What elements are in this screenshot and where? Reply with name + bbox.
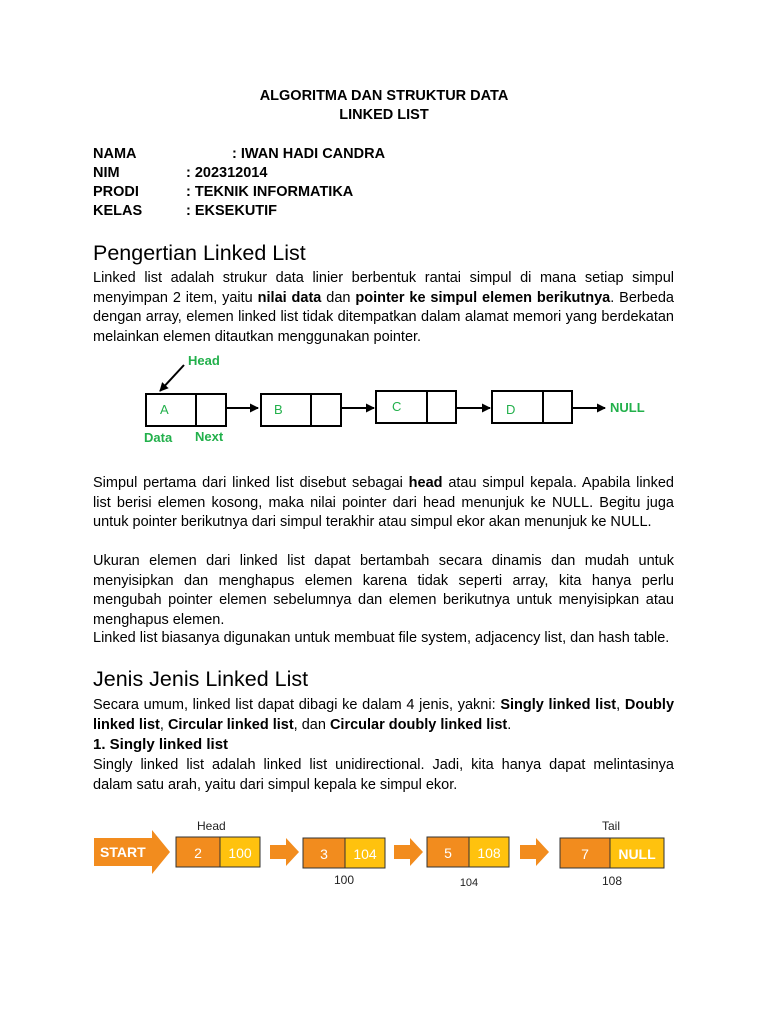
document-subtitle: LINKED LIST [339, 107, 429, 123]
document-title: ALGORITMA DAN STRUKTUR DATA [259, 88, 509, 104]
link-arrow [394, 838, 423, 866]
text-run: Simpul pertama dari linked list disebut sebagai [93, 475, 409, 491]
node-3-address: 104 [459, 877, 479, 889]
node-4-address: 108 [601, 874, 623, 888]
paragraph-usage: Linked list biasanya digunakan untuk membuat file system, adjacency list, dan hash table. [93, 630, 670, 646]
node-b-label: B [274, 402, 283, 417]
tail-label: Tail [602, 819, 621, 833]
node-d-box [492, 391, 572, 423]
node-1-next: 100 [228, 845, 252, 861]
node-2-address: 100 [333, 873, 355, 887]
link-arrow [520, 838, 549, 866]
bold-run: nilai data [257, 289, 322, 306]
null-label: NULL [610, 400, 645, 415]
meta-label: NIM [93, 165, 120, 181]
start-label: START [100, 844, 146, 860]
bold-run: Singly linked list [500, 697, 617, 713]
node-1-value: 2 [194, 845, 202, 861]
node-3-next: 108 [477, 845, 501, 861]
bold-run: Circular doubly linked list [329, 716, 508, 733]
text-run: Linked list adalah strukur data linier berbentuk rantai simpul di mana setiap simpul menyimpan 2 item, yaitu [93, 270, 674, 306]
text-run: . [507, 716, 512, 733]
node-2-next: 104 [353, 846, 377, 862]
link-arrow [270, 838, 299, 866]
node-4-next: NULL [618, 846, 656, 862]
text-run: . Berbeda dengan array, elemen linked list tidak ditempatkan dalam alamat memori yang berdekatan melainkan elemen ditautkan menggunakan pointer. [93, 289, 674, 345]
meta-value: : 202312014 [186, 165, 268, 181]
paragraph-singly: Singly linked list adalah linked list unidirectional. Jadi, kita hanya dapat melintasinya dalam satu arah, yaitu dari simpul kepala ke simpul ekor. [93, 757, 674, 793]
data-label: Data [144, 430, 173, 445]
meta-label: NAMA [93, 146, 137, 162]
meta-label: KELAS [93, 203, 143, 219]
meta-value: : EKSEKUTIF [186, 203, 278, 219]
meta-value: : TEKNIK INFORMATIKA [186, 184, 354, 200]
section-heading-pengertian: Pengertian Linked List [93, 241, 306, 265]
node-d-label: D [506, 402, 516, 417]
singly-linked-list-diagram [92, 812, 672, 896]
node-b-box [261, 394, 341, 426]
bold-run: head [408, 475, 443, 491]
bold-run: Doubly linked list [93, 697, 675, 733]
linked-list-diagram [140, 350, 660, 450]
node-a-box [146, 394, 226, 426]
node-4-value: 7 [581, 846, 589, 862]
bold-run: pointer ke simpul elemen berikutnya [355, 289, 611, 306]
head-label: Head [188, 353, 220, 368]
head-label: Head [197, 819, 226, 833]
text-run: dan [321, 289, 356, 306]
section-heading-jenis: Jenis Jenis Linked List [93, 667, 309, 691]
paragraph-types [93, 696, 674, 735]
node-a-label: A [160, 402, 169, 417]
node-c-box [376, 391, 456, 423]
node-3-value: 5 [444, 845, 452, 861]
text-run: atau simpul kepala. Apabila linked list berisi elemen kosong, maka nilai pointer dari head menunjuk ke NULL. Begitu juga untuk pointer berikutnya dari simpul terakhir atau simpul ekor akan menunjuk ke NULL. [93, 475, 674, 530]
subheading-singly: 1. Singly linked list [93, 736, 229, 753]
node-c-label: C [392, 399, 402, 414]
text-run: , dan [293, 716, 330, 733]
meta-label: PRODI [93, 184, 139, 200]
bold-run: Circular linked list [167, 716, 294, 733]
text-run: Secara umum, linked list dapat dibagi ke dalam 4 jenis, yakni: [93, 697, 501, 713]
meta-value: : IWAN HADI CANDRA [232, 146, 386, 162]
next-label: Next [195, 429, 224, 444]
text-run: , [616, 697, 625, 713]
node-2-value: 3 [320, 846, 328, 862]
paragraph-head [93, 474, 674, 533]
paragraph-definition [93, 269, 674, 347]
paragraph-size: Ukuran elemen dari linked list dapat bertambah secara dinamis dan mudah untuk menyisipkan dan menghapus elemen karena tidak seperti array, kita hanya perlu mengubah pointer elemen sebelumnya dan elemen berikutnya untuk menyisipkan atau menghapus elemen. [93, 553, 674, 628]
text-run: , [159, 716, 168, 733]
head-pointer-arrow [160, 365, 184, 391]
